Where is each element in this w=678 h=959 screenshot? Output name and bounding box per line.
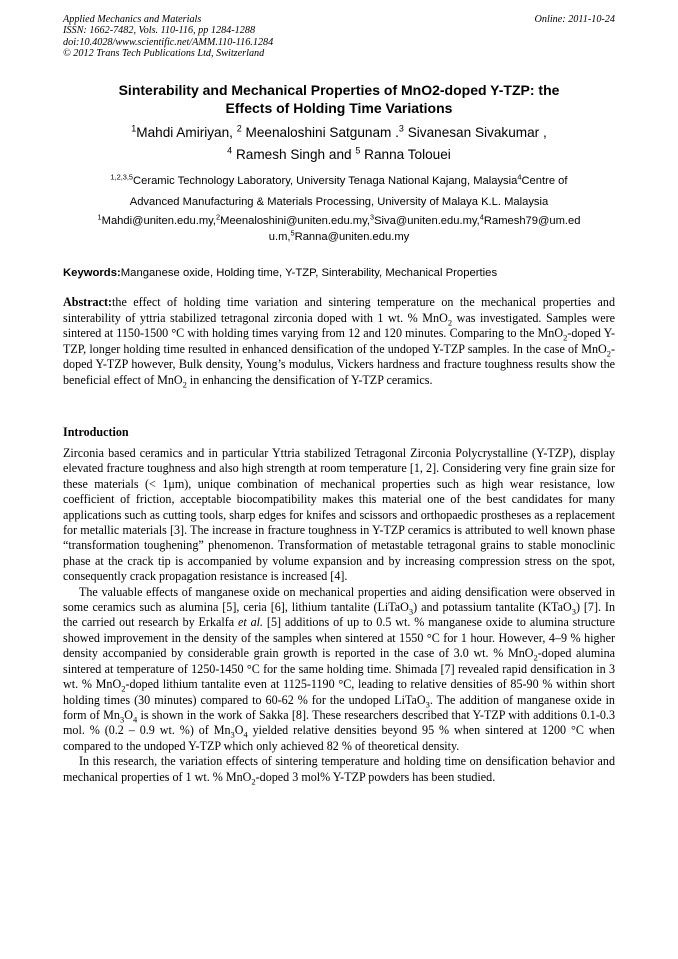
- email-5-mark: 5: [290, 227, 295, 237]
- paragraph-text: O: [124, 707, 133, 722]
- subscript: 3: [571, 606, 576, 617]
- journal-name: Applied Mechanics and Materials: [63, 14, 202, 25]
- abstract-label: Abstract:: [63, 295, 113, 309]
- affiliation-2-mark: 4: [517, 172, 522, 182]
- paragraph-text: ) [7]. In the carried out research by Erkalfa: [63, 600, 615, 630]
- emails-line-2: [63, 227, 615, 246]
- subscript: 4: [132, 714, 138, 725]
- online-date: Online: 2011-10-24: [534, 14, 615, 25]
- authors-line-2: [63, 144, 615, 166]
- paragraph-text: ) and potassium tantalite (KTaO: [413, 600, 572, 615]
- paragraph-text: -doped alumina sintered at temperature of 1250-1450 °C for the same holding time. Shimada [7] revealed rapid densification in 3 wt. % MnO: [63, 646, 616, 692]
- affiliation-line-1: [63, 171, 615, 192]
- doi-line: doi:10.4028/www.scientific.net/AMM.110-116.1284: [63, 36, 274, 48]
- subscript: 2: [251, 775, 256, 786]
- affiliation-1-mark: 1,2,3,5: [110, 172, 134, 182]
- author-1-mark: 1: [131, 123, 137, 134]
- affiliations: [63, 171, 615, 213]
- subscript: 2: [563, 332, 568, 343]
- subscript: 3: [408, 606, 414, 617]
- subscript: 2: [447, 316, 453, 327]
- email-2: Meenaloshini@uniten.edu.my,: [220, 215, 370, 227]
- affiliation-line-2: Advanced Manufacturing & Materials Processing, University of Malaya K.L. Malaysia: [129, 196, 549, 208]
- affiliation-2-start: Centre of: [521, 175, 568, 187]
- paragraph-3: [63, 754, 615, 785]
- issn-line: ISSN: 1662-7482, Vols. 110-116, pp 1284-1288: [63, 25, 256, 37]
- subscript: 3: [425, 698, 430, 709]
- title-line-1: Sinterability and Mechanical Properties of MnO2-doped Y-TZP: the: [118, 82, 560, 98]
- subscript: 3: [119, 714, 125, 725]
- abstract: [63, 295, 615, 388]
- author-3-mark: 3: [398, 123, 404, 134]
- author-3: Sivanesan Sivakumar ,: [403, 125, 547, 140]
- paragraph-text: -doped lithium tantalite even at 1125-1190 °C, leading to relative densities of 85-90 % within short holding times (30 minutes) compared to 60-62 % for the undoped LiTaO: [63, 677, 615, 707]
- subscript: 3: [230, 729, 235, 740]
- abstract-text: the effect of holding time variation and sintering temperature on the mechanical properties and sinterability of yttria stabilized tetragonal zirconia doped with 1 wt. % MnO: [63, 295, 615, 325]
- abstract-text: -doped Y-TZP however, Bulk density, Young’s modulus, Vickers hardness and fracture toughness results show the beneficial effect of MnO: [63, 341, 615, 387]
- email-4: Ramesh79@um.ed: [483, 215, 581, 227]
- keywords: [63, 266, 615, 280]
- subscript: 2: [533, 652, 538, 663]
- paragraph-text: is shown in the work of Sakka [8]. These researchers described that Y-TZP with additions 0.1-0.3 mol. % (0.2 – 0.9 wt. %) of Mn: [63, 707, 615, 738]
- paragraph-text: yielded relative densities beyond 95 % when sintered at 1200 °C when compared to the undoped Y-TZP which only achieved 82 % of theoretical density.: [63, 723, 615, 753]
- abstract-text: -doped Y-TZP, longer holding time resulted in enhanced densification of the undoped Y-TZP samples. In the case of MnO: [63, 326, 616, 356]
- et-al: et al.: [238, 615, 264, 630]
- email-1: Mahdi@uniten.edu.my,: [101, 215, 217, 227]
- abstract-text: in enhancing the densification of Y-TZP ceramics.: [186, 372, 433, 387]
- author-2: Meenaloshini Satgunam .: [241, 125, 399, 140]
- author-4: Ramesh Singh and: [232, 147, 356, 162]
- subscript: 2: [182, 378, 187, 389]
- subscript: 2: [606, 347, 611, 358]
- author-list: [63, 122, 615, 166]
- paper-title: [63, 81, 615, 117]
- emails-line-1: [63, 214, 615, 230]
- email-4-mark: 4: [479, 212, 484, 222]
- email-4-end: u.m,: [268, 230, 291, 243]
- affiliation-1: Ceramic Technology Laboratory, University Tenaga National Kajang, Malaysia: [133, 175, 518, 187]
- running-header: [63, 14, 615, 60]
- paragraph-1: Zirconia based ceramics and in particular Yttria stabilized Tetragonal Zirconia Polycrystalline (Y-TZP), display elevated fracture toughness and also high strength at room temperature [1, 2]. Considering very fine grain size for these materials (< 1μm), unique combination of mechanical properties such as high wear resistance, low coefficient of friction, acceptable biocompatibility makes this material one of the best candidates for many applications such as cutting tools, sharp edges for knifes and scissors and orthopaedic prostheses as a replacement for metallic materials [3]. The increase in fracture toughness in Y-TZP ceramics is attributed to well known phase “transformation toughening” phenomenon. Transformation of metastable tetragonal grains to stable monoclinic phase at the crack tip is accompanied by volume expansion and by increasing compression stress on the spot, consequently crack propagation resistance is increased [4].: [63, 446, 615, 584]
- abstract-text: was investigated. Samples were sintered at 1150-1500 °C with holding times varying from 12 and 120 minutes. Comparing to the MnO: [63, 310, 616, 340]
- keywords-text: Manganese oxide, Holding time, Y-TZP, Sinterability, Mechanical Properties: [120, 267, 498, 279]
- introduction-body: [63, 446, 615, 785]
- author-emails: [63, 214, 615, 245]
- email-3-mark: 3: [369, 212, 375, 222]
- copyright-line: © 2012 Trans Tech Publications Ltd, Switzerland: [63, 48, 265, 60]
- email-5: Ranna@uniten.edu.my: [294, 230, 410, 243]
- author-2-mark: 2: [236, 123, 242, 134]
- introduction-heading: Introduction: [63, 425, 129, 439]
- paragraph-text: The valuable effects of manganese oxide on mechanical properties and aiding densification were observed in some ceramics such as alumina [5], ceria [6], lithium tantalite (LiTaO: [63, 584, 615, 615]
- author-5: Ranna Tolouei: [360, 147, 451, 162]
- paragraph-text: . The addition of manganese oxide in form of Mn: [63, 692, 615, 722]
- author-1: Mahdi Amiriyan,: [136, 125, 237, 140]
- paragraph-2: [63, 585, 615, 754]
- email-1-mark: 1: [97, 212, 102, 222]
- title-line-2: Effects of Holding Time Variations: [225, 100, 453, 116]
- authors-line-1: [63, 122, 615, 144]
- email-2-mark: 2: [216, 212, 221, 222]
- paragraph-text: -doped 3 mol% Y-TZP powders has been studied.: [255, 769, 496, 784]
- author-5-mark: 5: [355, 145, 361, 156]
- author-4-mark: 4: [227, 145, 233, 156]
- paragraph-text: [5] additions of up to 0.5 wt. % manganese oxide to alumina structure showed improvement in the density of the samples when sintered at 1550 °C for 1 hour. However, 4–9 % higher density accompanied by considerable grain growth is reported in the case of 3.0 wt. % MnO: [63, 615, 615, 661]
- keywords-label: Keywords:: [63, 267, 121, 279]
- paragraph-text: In this research, the variation effects of sintering temperature and holding time on densification behavior and mechanical properties of 1 wt. % MnO: [63, 754, 615, 784]
- email-3: Siva@uniten.edu.my,: [374, 215, 480, 227]
- subscript: 2: [121, 683, 126, 694]
- paragraph-text: O: [234, 723, 244, 738]
- subscript: 4: [243, 729, 248, 740]
